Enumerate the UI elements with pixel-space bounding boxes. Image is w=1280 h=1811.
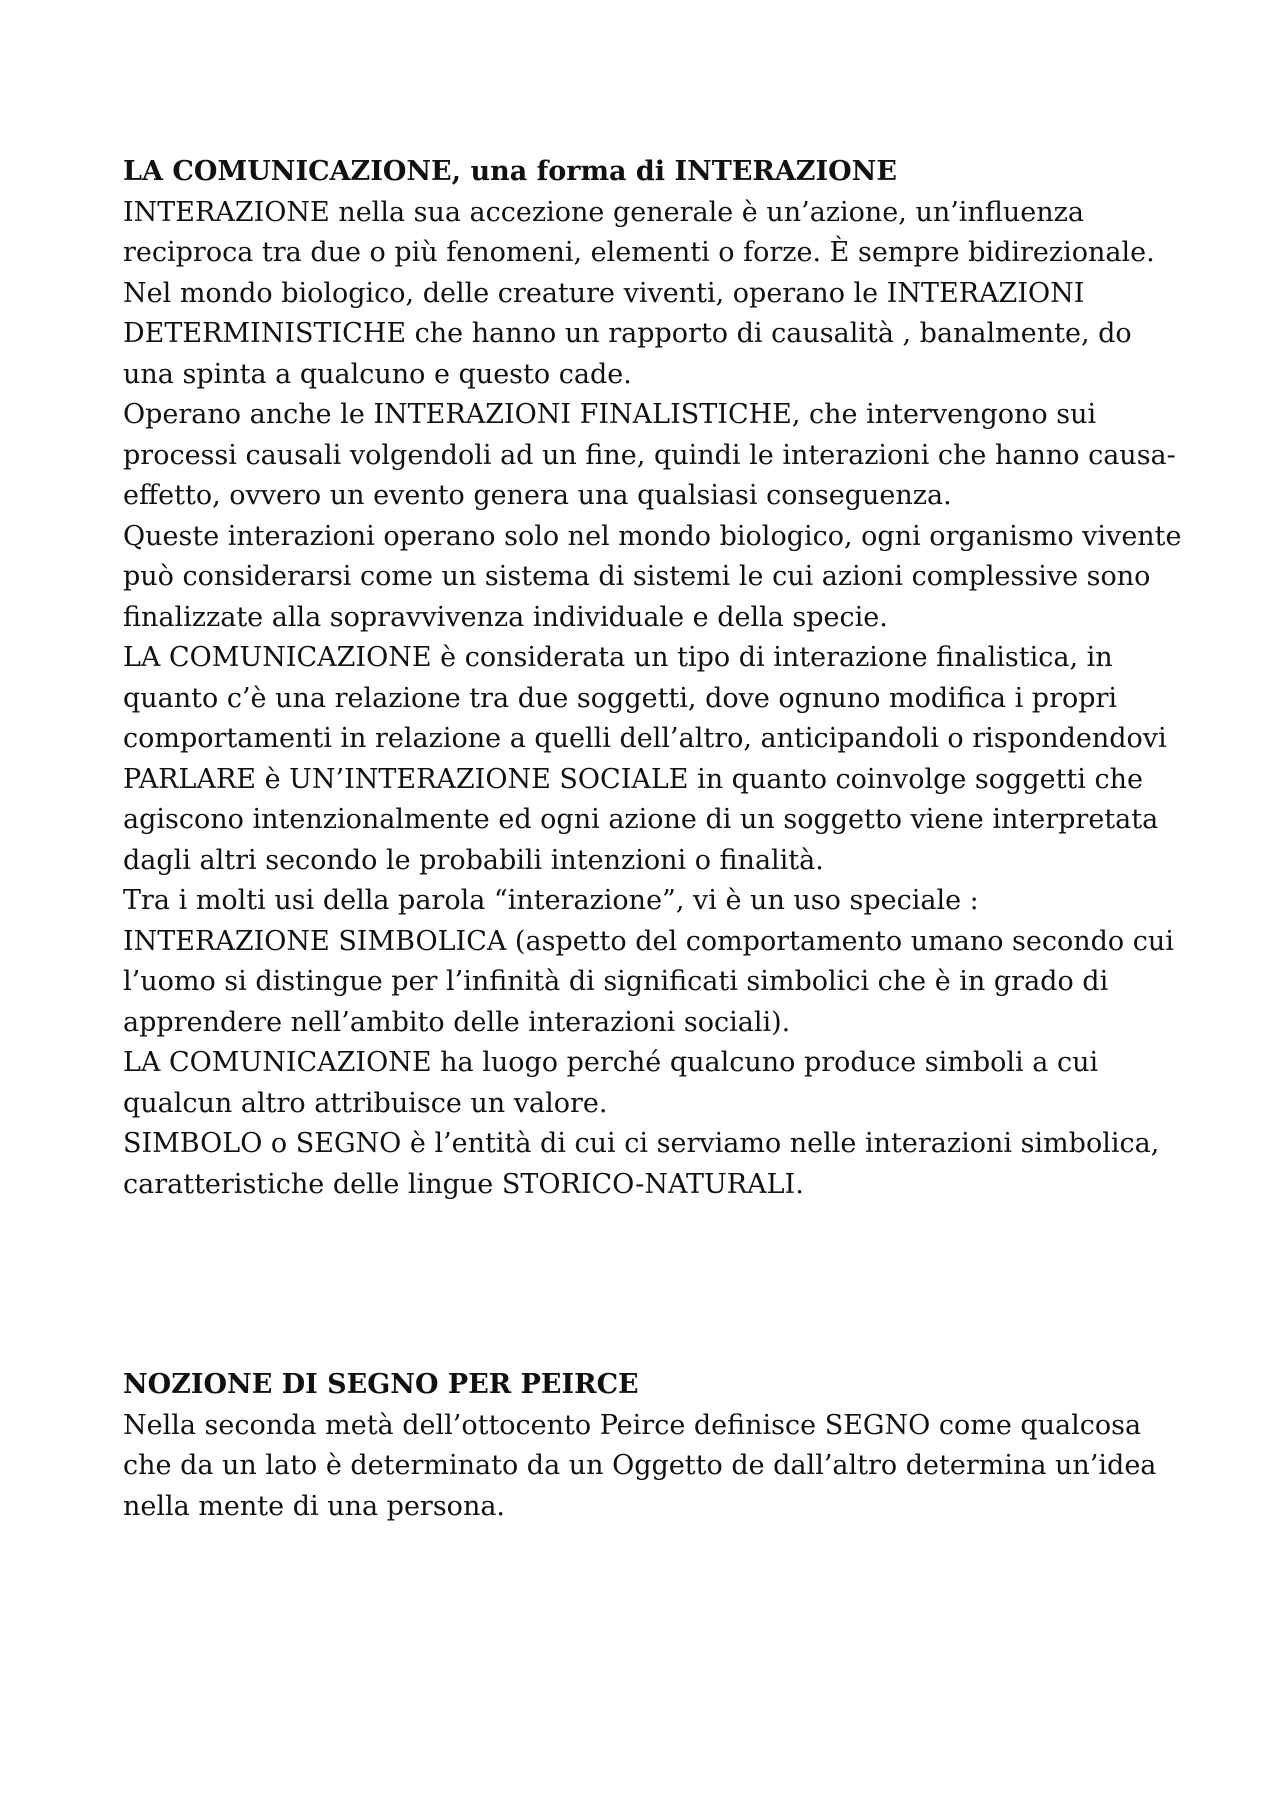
paragraph: INTERAZIONE nella sua accezione generale è un’azione, un’influenza reciproca tra due o più fenomeni, elementi o forze. È sempre bidirezionale. bbox=[123, 196, 1155, 268]
section-title: NOZIONE DI SEGNO PER PEIRCE bbox=[123, 1369, 639, 1400]
section-comunicazione bbox=[123, 152, 1183, 1205]
paragraph: PARLARE è UN’INTERAZIONE SOCIALE in quanto coinvolge soggetti che agiscono intenzionalmente ed ogni azione di un soggetto viene interpretata dagli altri secondo le probabili intenzioni o finalità. bbox=[123, 763, 1159, 876]
section-segno-peirce bbox=[123, 1365, 1183, 1527]
paragraph: Nella seconda metà dell’ottocento Peirce definisce SEGNO come qualcosa che da un lato è determinato da un Oggetto de dall’altro determina un’idea nella mente di una persona. bbox=[123, 1409, 1157, 1522]
paragraph: Nel mondo biologico, delle creature viventi, operano le INTERAZIONI DETERMINISTICHE che hanno un rapporto di causalità , banalmente, do una spinta a qualcuno e questo cade. bbox=[123, 277, 1132, 390]
paragraph: Queste interazioni operano solo nel mondo biologico, ogni organismo vivente può considerarsi come un sistema di sistemi le cui azioni complessive sono finalizzate alla sopravvivenza individuale e della specie. bbox=[123, 520, 1182, 633]
document-page bbox=[123, 152, 1183, 1527]
paragraph: Tra i molti usi della parola “interazione”, vi è un uso speciale : INTERAZIONE SIMBOLICA (aspetto del comportamento umano secondo cui l’uomo si distingue per l’infinità di significati simbolici che è in grado di apprendere nell’ambito delle interazioni sociali). bbox=[123, 885, 1174, 1038]
paragraph: LA COMUNICAZIONE ha luogo perché qualcuno produce simboli a cui qualcun altro attribuisce un valore. bbox=[123, 1047, 1099, 1119]
paragraph: SIMBOLO o SEGNO è l’entità di cui ci serviamo nelle interazioni simbolica, caratteristiche delle lingue STORICO-NATURALI. bbox=[123, 1128, 1160, 1200]
section-title: LA COMUNICAZIONE, una forma di INTERAZIONE bbox=[123, 156, 897, 187]
paragraph: Operano anche le INTERAZIONI FINALISTICHE, che intervengono sui processi causali volgendoli ad un fine, quindi le interazioni che hanno causa-effetto, ovvero un evento genera una qualsiasi conseguenza. bbox=[123, 399, 1176, 511]
paragraph: LA COMUNICAZIONE è considerata un tipo di interazione finalistica, in quanto c’è una relazione tra due soggetti, dove ognuno modifica i propri comportamenti in relazione a quelli dell’altro, anticipandoli o rispondendovi bbox=[123, 642, 1167, 754]
